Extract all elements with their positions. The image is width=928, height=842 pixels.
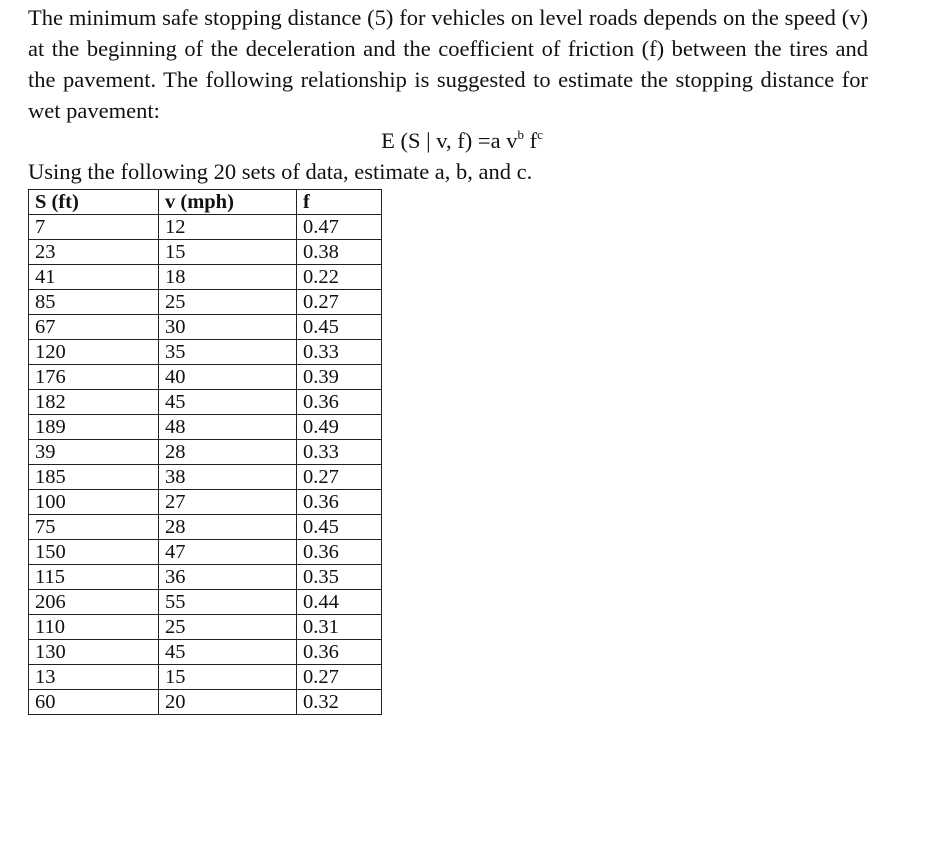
cell-v: 28 (159, 440, 297, 465)
table-row (29, 615, 382, 640)
cell-s: 7 (29, 215, 159, 240)
cell-v: 40 (159, 365, 297, 390)
cell-f: 0.45 (297, 315, 382, 340)
cell-v: 18 (159, 265, 297, 290)
table-row (29, 390, 382, 415)
cell-f: 0.49 (297, 415, 382, 440)
cell-f: 0.36 (297, 390, 382, 415)
formula-f: f (523, 128, 538, 153)
header-s: S (ft) (29, 190, 159, 215)
table-row (29, 215, 382, 240)
cell-s: 85 (29, 290, 159, 315)
cell-s: 110 (29, 615, 159, 640)
formula-exponent-b: b (517, 127, 524, 142)
table-row (29, 590, 382, 615)
cell-f: 0.32 (297, 690, 382, 715)
cell-s: 130 (29, 640, 159, 665)
cell-s: 60 (29, 690, 159, 715)
cell-v: 30 (159, 315, 297, 340)
cell-v: 45 (159, 640, 297, 665)
table-row (29, 440, 382, 465)
cell-v: 28 (159, 515, 297, 540)
cell-f: 0.27 (297, 665, 382, 690)
cell-f: 0.27 (297, 290, 382, 315)
problem-paragraph: The minimum safe stopping distance (5) for vehicles on level roads depends on the speed (v) at the beginning of the deceleration and the coefficient of friction (f) between the tires and the pavement. The following relationship is suggested to estimate the stopping distance for wet pavement: (28, 5, 868, 123)
cell-v: 38 (159, 465, 297, 490)
cell-f: 0.36 (297, 540, 382, 565)
table-row (29, 290, 382, 315)
table-body (29, 215, 382, 715)
table-row (29, 515, 382, 540)
cell-s: 176 (29, 365, 159, 390)
cell-s: 115 (29, 565, 159, 590)
cell-f: 0.33 (297, 440, 382, 465)
table-row (29, 340, 382, 365)
cell-f: 0.27 (297, 465, 382, 490)
table-row (29, 365, 382, 390)
cell-f: 0.38 (297, 240, 382, 265)
cell-v: 25 (159, 615, 297, 640)
table-row (29, 415, 382, 440)
table-row (29, 265, 382, 290)
table-row (29, 640, 382, 665)
cell-f: 0.45 (297, 515, 382, 540)
cell-v: 36 (159, 565, 297, 590)
table-row (29, 665, 382, 690)
cell-f: 0.22 (297, 265, 382, 290)
cell-v: 47 (159, 540, 297, 565)
cell-v: 20 (159, 690, 297, 715)
cell-v: 15 (159, 240, 297, 265)
cell-s: 13 (29, 665, 159, 690)
cell-f: 0.47 (297, 215, 382, 240)
cell-f: 0.44 (297, 590, 382, 615)
cell-s: 189 (29, 415, 159, 440)
cell-v: 48 (159, 415, 297, 440)
formula (28, 126, 896, 156)
cell-v: 12 (159, 215, 297, 240)
table-row (29, 690, 382, 715)
cell-s: 120 (29, 340, 159, 365)
table-row (29, 465, 382, 490)
cell-f: 0.35 (297, 565, 382, 590)
cell-s: 150 (29, 540, 159, 565)
table-header-row (29, 190, 382, 215)
header-v: v (mph) (159, 190, 297, 215)
table-row (29, 490, 382, 515)
table-row (29, 565, 382, 590)
data-table (28, 189, 382, 715)
cell-s: 100 (29, 490, 159, 515)
cell-s: 67 (29, 315, 159, 340)
formula-exponent-c: c (537, 127, 543, 142)
cell-v: 25 (159, 290, 297, 315)
cell-f: 0.36 (297, 640, 382, 665)
cell-v: 45 (159, 390, 297, 415)
cell-f: 0.39 (297, 365, 382, 390)
table-row (29, 240, 382, 265)
header-f: f (297, 190, 382, 215)
formula-base: E (S | v, f) =a v (381, 128, 518, 153)
cell-v: 35 (159, 340, 297, 365)
cell-f: 0.31 (297, 615, 382, 640)
cell-s: 185 (29, 465, 159, 490)
cell-f: 0.36 (297, 490, 382, 515)
cell-f: 0.33 (297, 340, 382, 365)
cell-s: 39 (29, 440, 159, 465)
cell-v: 27 (159, 490, 297, 515)
cell-v: 15 (159, 665, 297, 690)
cell-v: 55 (159, 590, 297, 615)
cell-s: 23 (29, 240, 159, 265)
cell-s: 182 (29, 390, 159, 415)
cell-s: 75 (29, 515, 159, 540)
cell-s: 206 (29, 590, 159, 615)
instruction-text: Using the following 20 sets of data, estimate a, b, and c. (28, 159, 533, 184)
table-row (29, 540, 382, 565)
table-row (29, 315, 382, 340)
cell-s: 41 (29, 265, 159, 290)
